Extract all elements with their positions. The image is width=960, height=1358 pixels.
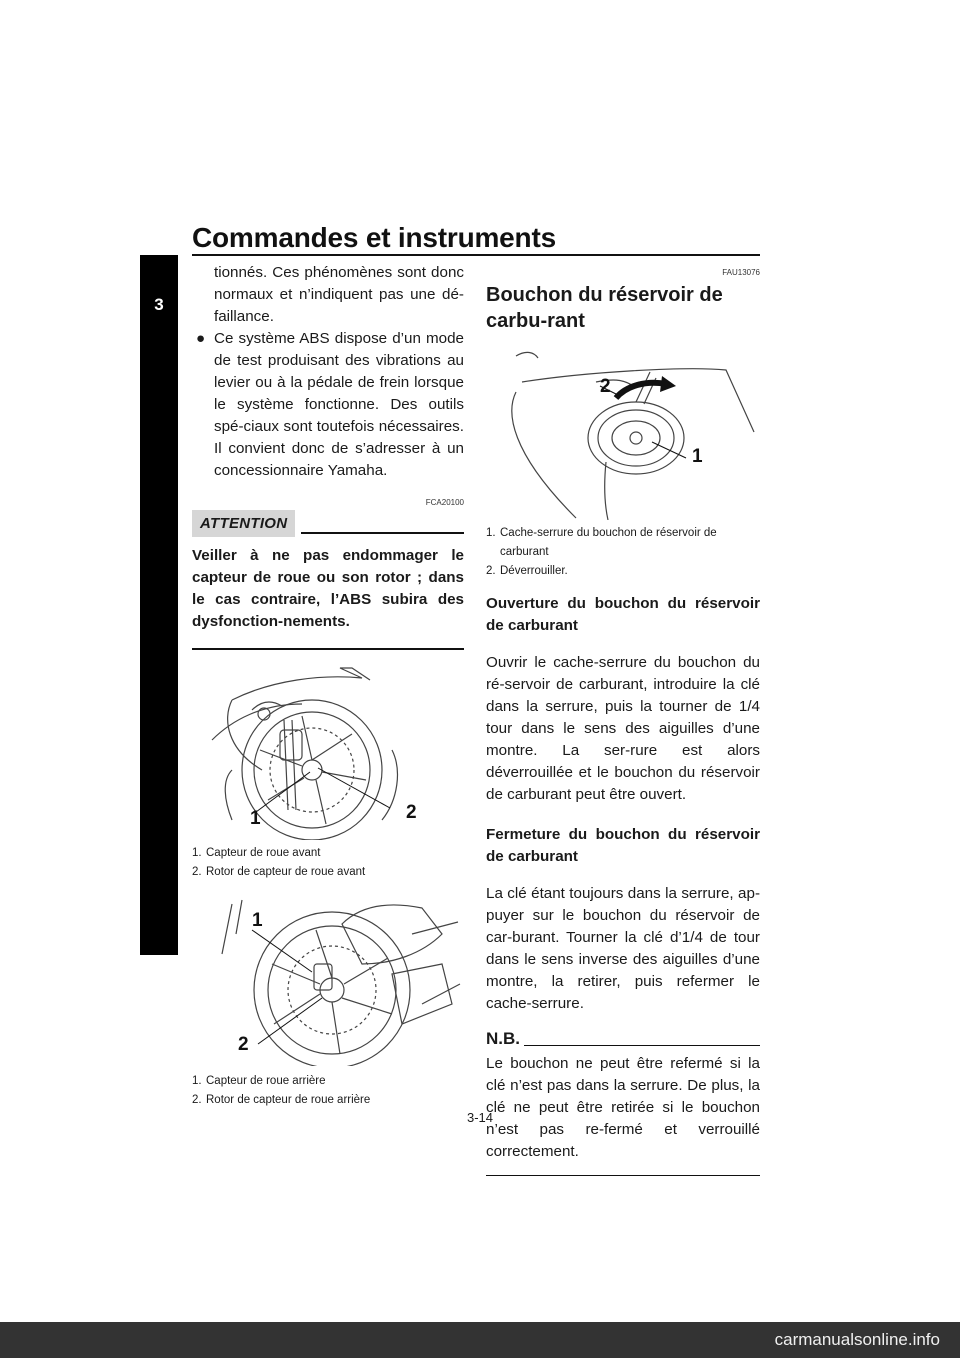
front-wheel-figure (192, 660, 464, 840)
rear-wheel-caption (192, 1072, 464, 1110)
chapter-number: 3 (154, 295, 164, 314)
caption-item: 2. Rotor de capteur de roue avant (192, 866, 366, 879)
attention-rule (301, 532, 464, 534)
nb-end-rule (486, 1175, 760, 1176)
bullet-text: Ce système ABS dispose d’un mode de test produisant des vibrations au levier ou à la pédale de frein lorsque le système fonctionne. Des outils spé-ciaux sont toutefois nécessaires. Il convient donc de s’adresser à un concessionnaire Yamaha. (214, 330, 464, 479)
title-rule (192, 254, 760, 256)
right-column (486, 268, 760, 1176)
front-wheel-illustration (192, 660, 464, 840)
footer-bar (0, 1322, 960, 1358)
fuel-cap-figure (486, 342, 758, 520)
callout-1: 1 (692, 446, 703, 467)
closing-title: Fermeture du bouchon du réservoir de carburant (486, 826, 760, 866)
attention-end-rule (192, 648, 464, 650)
nb-text: Le bouchon ne peut être refermé si la clé n’est pas dans la serrure. De plus, la clé ne peut être retirée si le bouchon n’est pas re-fermé et verrouillé correctement. (486, 1055, 760, 1161)
callout-2: 2 (600, 376, 611, 397)
fuel-cap-illustration (486, 342, 758, 520)
nb-label: N.B. (486, 1029, 520, 1049)
abs-test-bullet (192, 328, 464, 482)
callout-2: 2 (406, 802, 417, 824)
left-column (192, 262, 464, 1110)
attention-header (192, 510, 464, 537)
rear-wheel-illustration (192, 894, 464, 1066)
section-title: Bouchon du réservoir de carbu-rant (486, 284, 723, 332)
intro-text: tionnés. Ces phénomènes sont donc normaux et n’indiquent pas une dé-faillance. (214, 264, 464, 325)
page-title: Commandes et instruments (192, 222, 556, 253)
footer-watermark[interactable]: carmanualsonline.info (774, 1330, 940, 1349)
nb-rule (524, 1045, 760, 1046)
callout-1: 1 (250, 808, 261, 830)
attention-text: Veiller à ne pas endommager le capteur de roue ou son rotor ; dans le cas contraire, l’ABS subira des dysfonction-nements. (192, 547, 464, 630)
opening-title: Ouverture du bouchon du réservoir de carburant (486, 595, 760, 634)
rear-wheel-figure (192, 894, 464, 1066)
attention-code: FCA20100 (425, 498, 464, 507)
nb-header (486, 1029, 760, 1049)
caption-item: 2. Déverrouiller. (486, 565, 568, 577)
page-number: 3-14 (466, 1110, 494, 1125)
fuel-cap-caption (486, 524, 760, 581)
callout-2: 2 (238, 1034, 249, 1056)
chapter-tab (140, 255, 178, 955)
closing-text: La clé étant toujours dans la serrure, ap-puyer sur le bouchon du réservoir de car-burant. Tourner la clé d’1/4 de tour dans le sens inverse des aiguilles d’une montre, la retirer, puis refermer le cache-serrure. (486, 885, 760, 1013)
caption-item: 1. Cache-serrure du bouchon de réservoir de carburant (486, 527, 717, 558)
front-wheel-caption (192, 844, 464, 882)
caption-item: 2. Rotor de capteur de roue arrière (192, 1094, 371, 1107)
section-code: FAU13076 (722, 268, 760, 277)
caption-item: 1. Capteur de roue arrière (192, 1075, 326, 1088)
bullet-icon: ● (196, 330, 206, 347)
opening-text: Ouvrir le cache-serrure du bouchon du ré-servoir de carburant, introduire la clé dans la serrure, puis la tourner de 1/4 tour dans le sens des aiguilles d’une montre. La ser-rure est alors déverrouillée et le bouchon du réservoir de carburant peut être ouvert. (486, 654, 760, 804)
callout-1: 1 (252, 910, 263, 932)
caption-item: 1. Capteur de roue avant (192, 847, 321, 860)
attention-badge: ATTENTION (192, 510, 295, 537)
